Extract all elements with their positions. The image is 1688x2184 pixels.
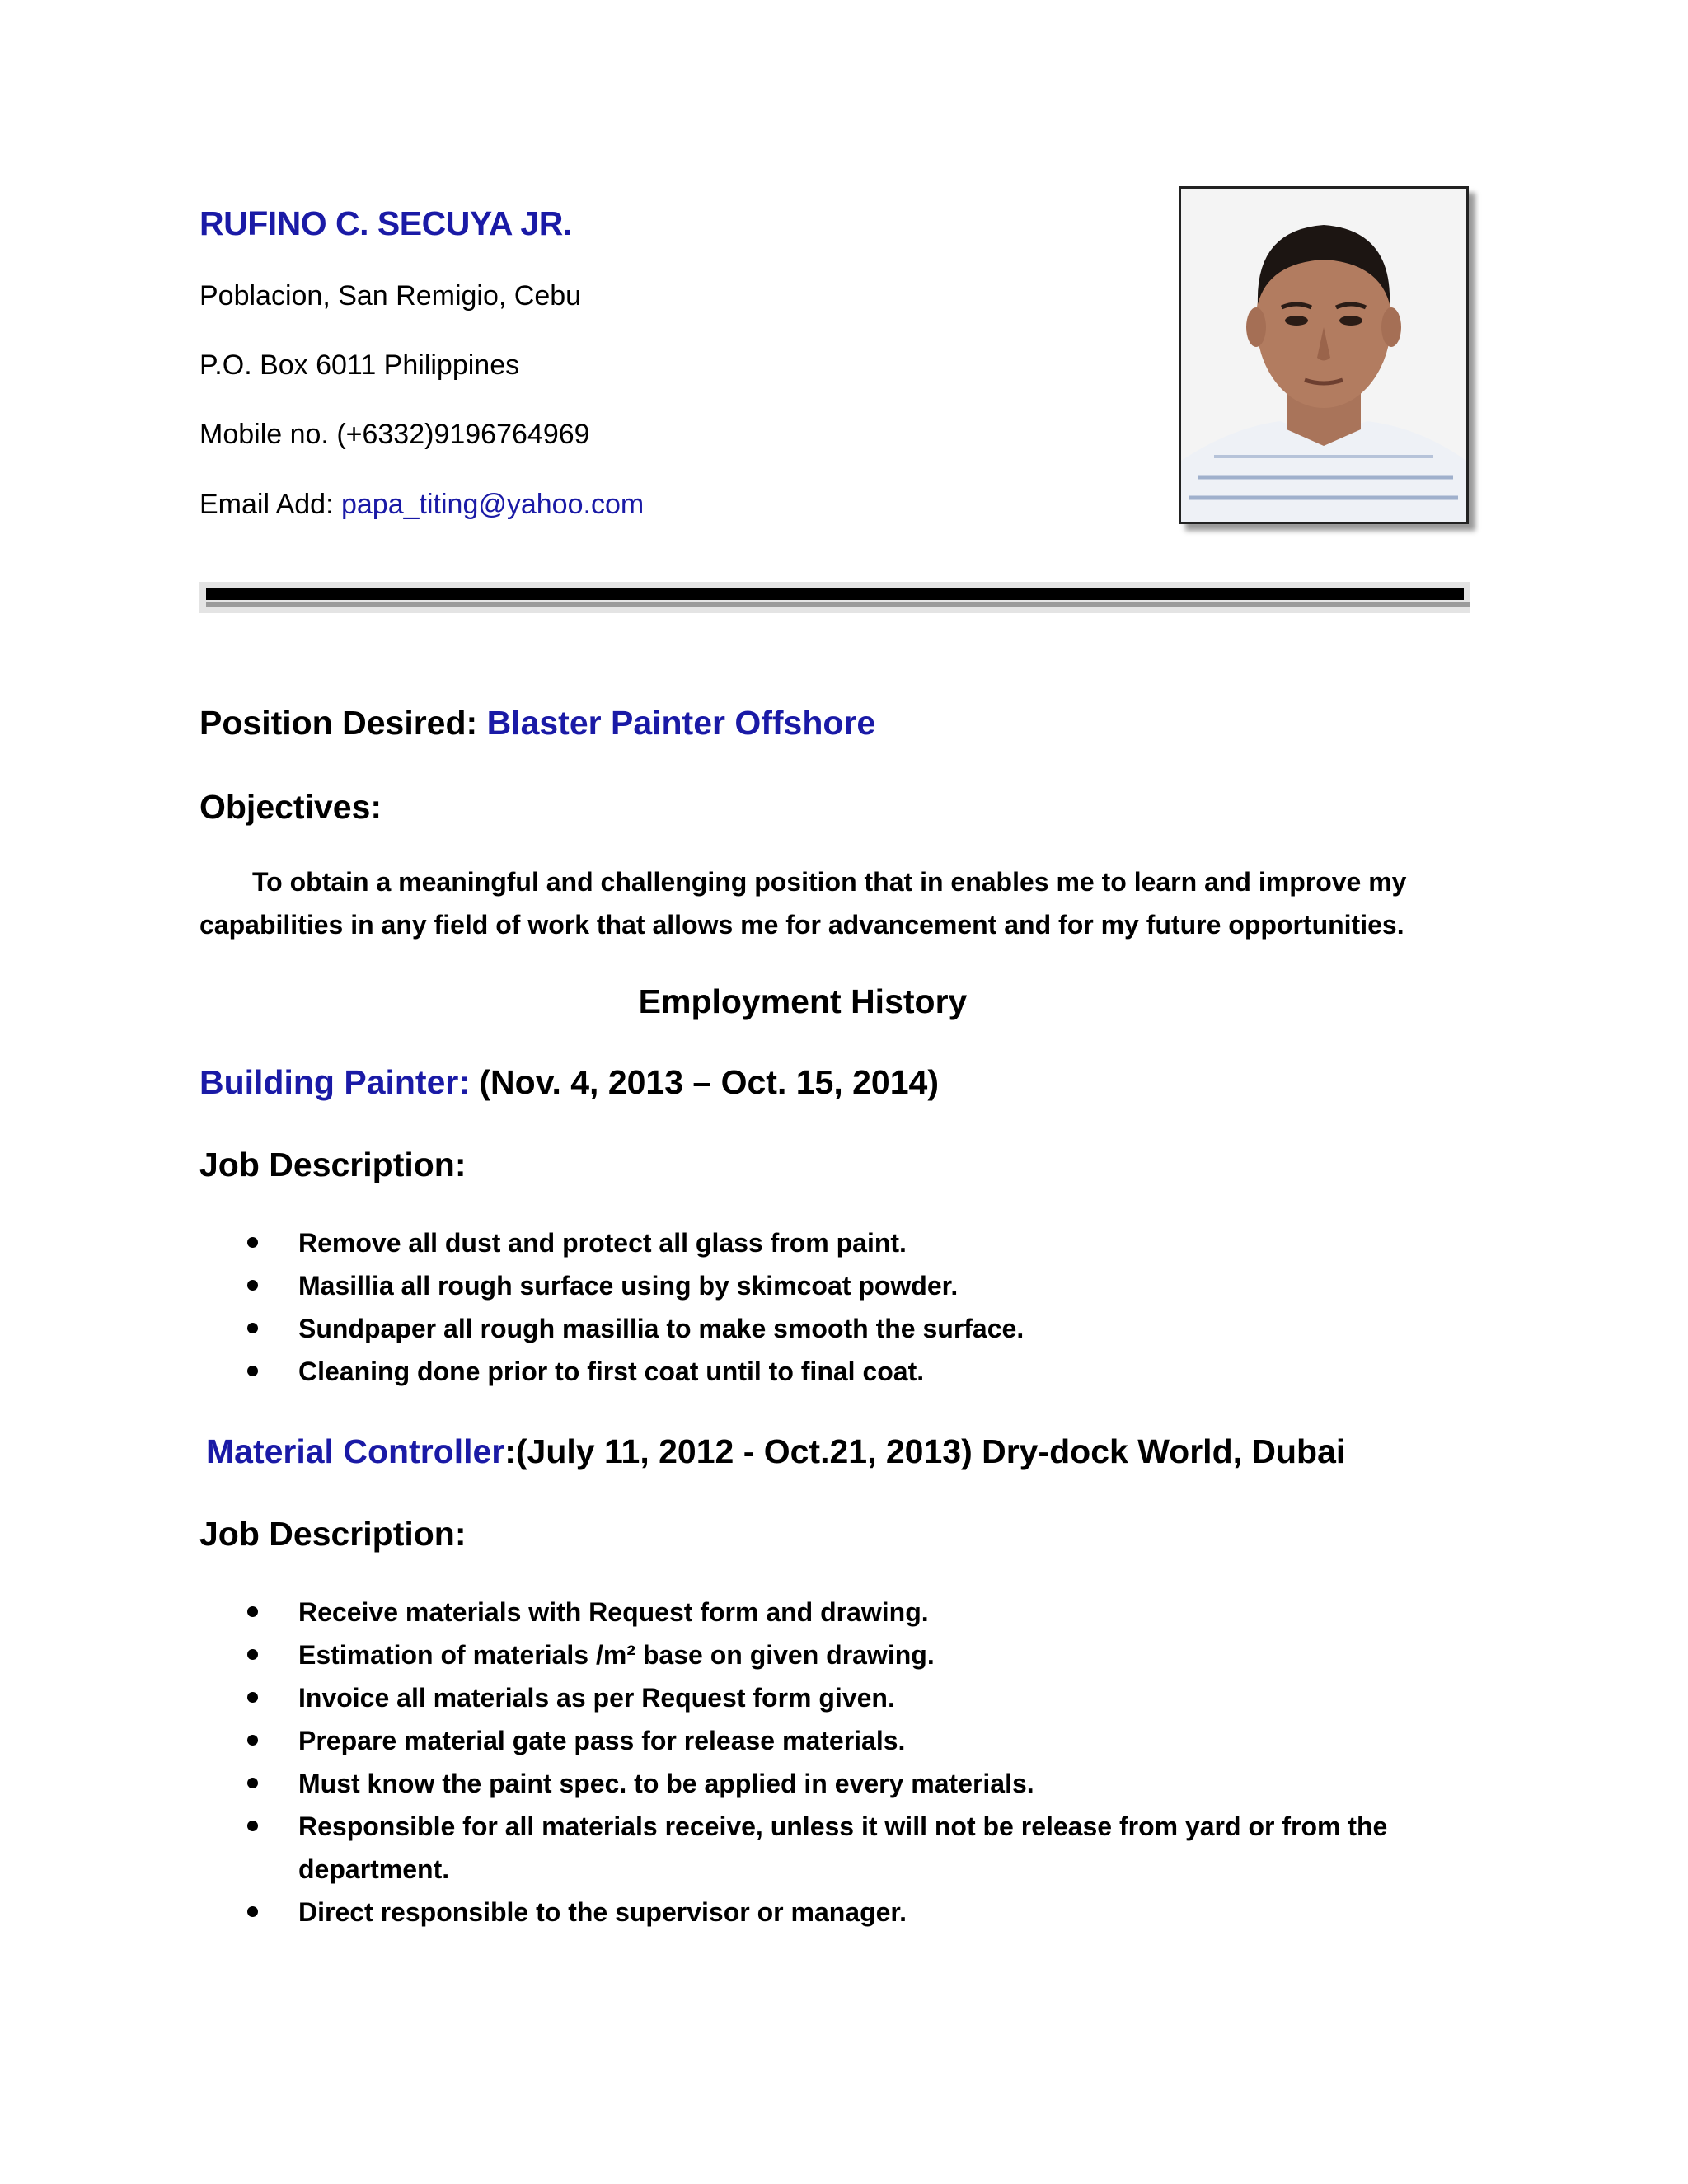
list-item: Estimation of materials /m² base on given drawing. — [247, 1633, 1451, 1676]
header-divider — [199, 582, 1470, 613]
bullet-icon — [247, 1649, 258, 1660]
list-item: Prepare material gate pass for release materials. — [247, 1719, 1451, 1762]
objectives-line-2: capabilities in any field of work that allows me for advancement and for my future opportunities. — [199, 910, 1404, 940]
employment-history-heading: Employment History — [638, 982, 968, 1020]
email-line — [199, 489, 644, 521]
bullet-icon — [247, 1280, 258, 1291]
job-2-title: Material Controller — [206, 1432, 505, 1470]
address-line-2: P.O. Box 6011 Philippines — [199, 349, 520, 381]
position-label: Position Desired: — [199, 704, 487, 742]
email-link[interactable]: papa_titing@yahoo.com — [340, 489, 645, 520]
portrait-image — [1181, 189, 1466, 522]
list-item: Cleaning done prior to first coat until to final coat. — [247, 1350, 1484, 1393]
objectives-line-1: To obtain a meaningful and challenging position that in enables me to learn and improve my — [252, 867, 1407, 897]
bullet-icon — [247, 1606, 258, 1617]
bullet-icon — [247, 1323, 258, 1333]
bullet-icon — [247, 1237, 258, 1248]
bullet-icon — [247, 1906, 258, 1917]
list-item: Remove all dust and protect all glass from paint. — [247, 1221, 1484, 1264]
address-line-1: Poblacion, San Remigio, Cebu — [199, 280, 582, 312]
list-item: Invoice all materials as per Request form given. — [247, 1676, 1451, 1719]
list-item: Masillia all rough surface using by skimcoat powder. — [247, 1264, 1484, 1307]
job-2-description-heading: Job Description: — [199, 1515, 467, 1553]
list-item: Sundpaper all rough masillia to make smooth the surface. — [247, 1307, 1484, 1350]
bullet-icon — [247, 1778, 258, 1788]
divider-shadow — [206, 602, 1470, 607]
job-2-title-line — [206, 1432, 1345, 1471]
list-item: Receive materials with Request form and drawing. — [247, 1591, 1451, 1633]
job-1-dates: (Nov. 4, 2013 – Oct. 15, 2014) — [470, 1063, 939, 1101]
job-2-duties — [247, 1591, 1451, 1933]
job-1-description-heading: Job Description: — [199, 1146, 467, 1183]
job-2-dates: :(July 11, 2012 - Oct.21, 2013) Dry-dock World, Dubai — [504, 1432, 1346, 1470]
bullet-icon — [247, 1366, 258, 1376]
bullet-icon — [247, 1821, 258, 1831]
mobile-number: Mobile no. (+6332)9196764969 — [199, 419, 590, 450]
objectives-heading: Objectives: — [199, 788, 382, 826]
job-1-duties — [247, 1221, 1484, 1393]
bullet-icon — [247, 1692, 258, 1703]
applicant-photo — [1179, 186, 1469, 524]
email-label: Email Add: — [199, 489, 341, 520]
applicant-name: RUFINO C. SECUYA JR. — [199, 204, 572, 242]
position-value: Blaster Painter Offshore — [486, 704, 876, 742]
list-item: Direct responsible to the supervisor or manager. — [247, 1891, 1451, 1933]
job-1-title-line — [199, 1063, 939, 1102]
bullet-icon — [247, 1735, 258, 1746]
job-1-title: Building Painter: — [199, 1063, 470, 1101]
position-desired — [199, 704, 875, 743]
list-item: Must know the paint spec. to be applied in every materials. — [247, 1762, 1451, 1805]
list-item: Responsible for all materials receive, unless it will not be release from yard or from the department. — [247, 1805, 1451, 1891]
divider-bar — [206, 588, 1464, 600]
